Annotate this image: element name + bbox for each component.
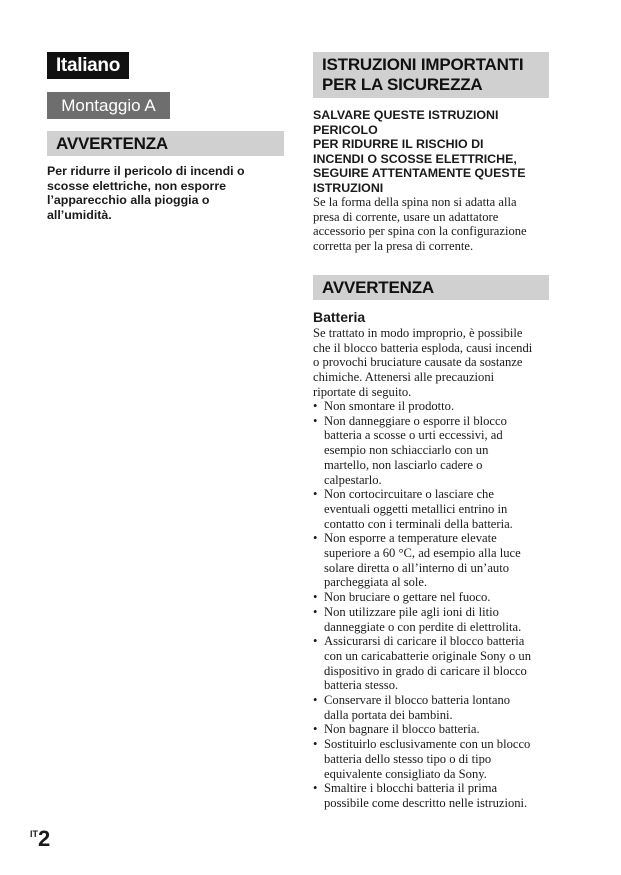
heading-line: PER LA SICUREZZA xyxy=(322,75,483,94)
precaution-item xyxy=(313,531,553,590)
precaution-line: dalla portata dei bambini. xyxy=(324,707,453,722)
precaution-line: Non cortocircuitare o lasciare che xyxy=(324,487,494,502)
precaution-line: batteria a scosse o urti eccessivi, ad xyxy=(324,428,503,443)
body-line: corretta per la presa di corrente. xyxy=(313,239,474,254)
precaution-item xyxy=(313,487,553,531)
precaution-item xyxy=(313,722,553,737)
body-line: accessorio per spina con la configurazione xyxy=(313,224,527,239)
warning-line: all’umidità. xyxy=(47,207,112,222)
bullet-marker: • xyxy=(313,604,318,619)
precaution-line: superiore a 60 °C, ad esempio alla luce xyxy=(324,546,521,561)
precaution-line: contatto con i terminali della batteria. xyxy=(324,516,513,531)
bold-line: ISTRUZIONI xyxy=(313,180,384,195)
precaution-line: batteria stesso. xyxy=(324,678,399,693)
precaution-line: equivalente consigliato da Sony. xyxy=(324,766,487,781)
bullet-marker: • xyxy=(313,413,318,428)
precaution-line: con un caricabatterie originale Sony o un xyxy=(324,648,532,663)
language-tab: Italiano xyxy=(47,52,129,79)
precaution-line: possibile come descritto nelle istruzioni. xyxy=(324,795,528,810)
warning-heading-left: AVVERTENZA xyxy=(47,131,284,156)
precaution-item xyxy=(313,737,553,781)
body-line: Se la forma della spina non si adatta alla xyxy=(313,195,517,209)
bullet-marker: • xyxy=(313,737,318,752)
precaution-line: parcheggiata al sole. xyxy=(324,575,428,590)
section-tab: Montaggio A xyxy=(47,92,170,119)
bullet-marker: • xyxy=(313,722,318,737)
bullet-marker: • xyxy=(313,781,318,796)
battery-precautions-list xyxy=(313,399,553,811)
precaution-line: calpestarlo. xyxy=(324,472,382,487)
page-number-value: 2 xyxy=(38,826,51,851)
precaution-line: Non esporre a temperature elevate xyxy=(324,531,497,546)
precaution-line: esempio non schiacciarlo con un xyxy=(324,443,489,458)
precaution-line: Non bruciare o gettare nel fuoco. xyxy=(324,590,491,605)
bold-line: PER RIDURRE IL RISCHIO DI xyxy=(313,137,484,151)
precaution-item xyxy=(313,590,553,605)
precaution-item xyxy=(313,605,553,634)
precaution-item xyxy=(313,693,553,722)
safety-danger-block xyxy=(313,108,553,195)
precaution-line: Assicurarsi di caricare il blocco batteria xyxy=(324,634,525,649)
bold-line: PERICOLO xyxy=(313,122,378,137)
heading-line: ISTRUZIONI IMPORTANTI xyxy=(322,55,524,74)
page-number xyxy=(30,826,50,852)
precaution-line: Smaltire i blocchi batteria il prima xyxy=(324,781,498,796)
warning-heading-right: AVVERTENZA xyxy=(313,275,549,300)
precaution-item xyxy=(313,634,553,693)
plug-adapter-paragraph xyxy=(313,195,553,254)
warning-line: scosse elettriche, non esporre xyxy=(47,178,227,193)
precaution-line: martello, non lasciarlo cadere o xyxy=(324,457,483,472)
body-line: riportate di seguito. xyxy=(313,384,412,399)
bold-line: INCENDI O SCOSSE ELETTRICHE, xyxy=(313,151,517,166)
bullet-marker: • xyxy=(313,590,318,605)
bullet-marker: • xyxy=(313,693,318,708)
precaution-line: Non danneggiare o esporre il blocco xyxy=(324,413,507,428)
body-line: o provochi bruciature causate da sostanze xyxy=(313,355,523,370)
bold-line: SEGUIRE ATTENTAMENTE QUESTE xyxy=(313,166,526,180)
precaution-line: batteria dello stesso tipo o di tipo xyxy=(324,751,492,766)
bullet-marker: • xyxy=(313,531,318,546)
precaution-line: Conservare il blocco batteria lontano xyxy=(324,693,511,708)
precaution-item xyxy=(313,781,553,810)
precaution-line: Non utilizzare pile agli ioni di litio xyxy=(324,604,499,619)
precaution-line: Sostituirlo esclusivamente con un blocco xyxy=(324,737,531,752)
precaution-line: Non smontare il prodotto. xyxy=(324,399,455,413)
precaution-line: solare diretta o all’interno di un’auto xyxy=(324,560,509,575)
body-line: presa di corrente, usare un adattatore xyxy=(313,209,499,224)
body-line: Se trattato in modo improprio, è possibile xyxy=(313,326,523,340)
precaution-item xyxy=(313,414,553,488)
bullet-marker: • xyxy=(313,634,318,649)
warning-line: l’apparecchio alla pioggia o xyxy=(47,193,210,207)
precaution-line: eventuali oggetti metallici entrino in xyxy=(324,501,508,516)
bullet-marker: • xyxy=(313,487,318,502)
body-line: che il blocco batteria esploda, causi incendi xyxy=(313,340,533,355)
precaution-item xyxy=(313,399,553,414)
page-language-prefix: IT xyxy=(30,829,38,839)
body-line: chimiche. Attenersi alle precauzioni xyxy=(313,370,495,385)
battery-intro xyxy=(313,326,553,400)
bullet-marker: • xyxy=(313,399,318,413)
precaution-line: Non bagnare il blocco batteria. xyxy=(324,722,480,737)
fire-shock-warning xyxy=(47,164,287,222)
bold-line: SALVARE QUESTE ISTRUZIONI xyxy=(313,108,499,122)
safety-instructions-heading xyxy=(313,52,549,98)
precaution-line: dispositivo in grado di caricare il blocco xyxy=(324,663,527,678)
warning-line: Per ridurre il pericolo di incendi o xyxy=(47,164,245,178)
precaution-line: danneggiate o con perdite di elettrolita. xyxy=(324,619,522,634)
battery-heading: Batteria xyxy=(313,309,366,325)
